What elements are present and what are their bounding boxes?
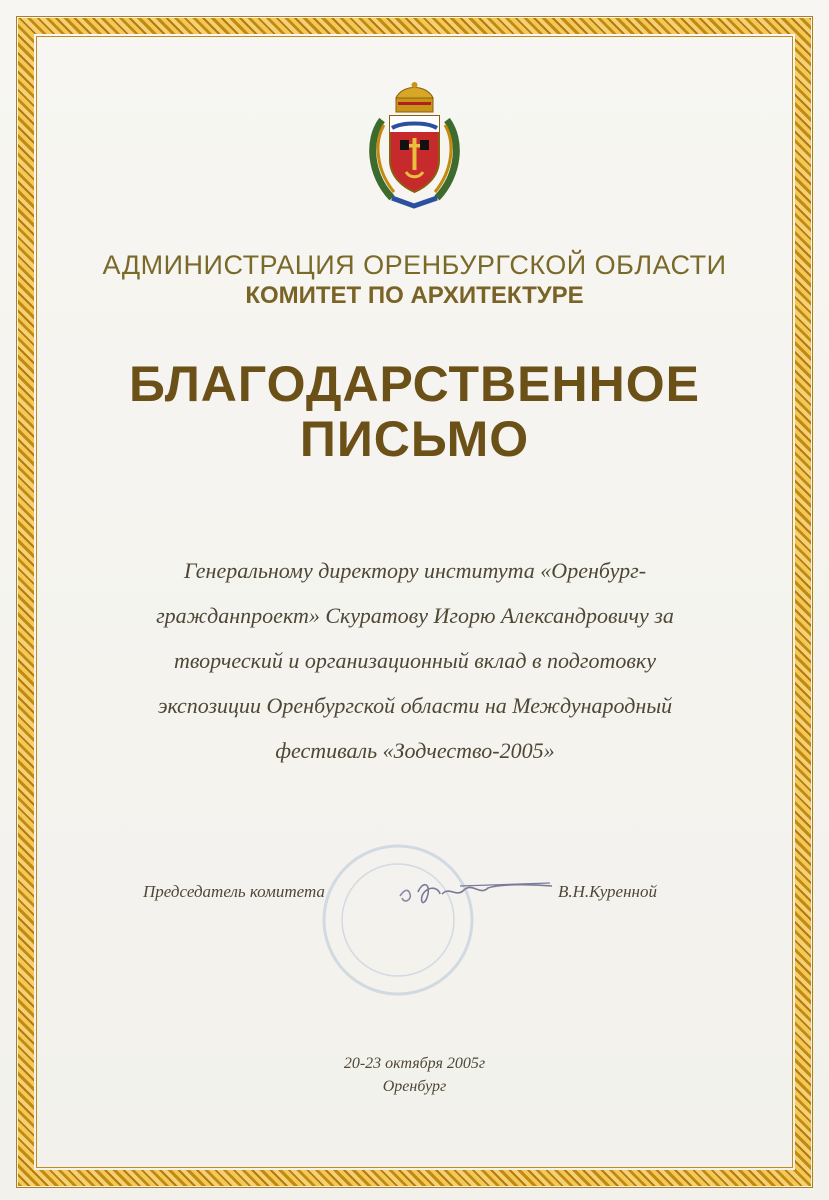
handwritten-signature	[390, 868, 560, 918]
coat-of-arms-icon	[362, 80, 467, 210]
body-line: гражданпроект» Скуратову Игорю Александровичу за	[156, 603, 674, 628]
certificate-body	[110, 548, 720, 773]
administration-heading: АДМИНИСТРАЦИЯ ОРЕНБУРГСКОЙ ОБЛАСТИ	[102, 250, 727, 280]
certificate-title-line1: БЛАГОДАРСТВЕННОЕ	[129, 356, 700, 412]
signatory-position: Председатель комитета	[143, 882, 325, 901]
body-line: Генеральному директору института «Оренбург-	[183, 558, 647, 583]
body-line: фестиваль «Зодчество-2005»	[275, 738, 555, 763]
event-date: 20-23 октября 2005г	[343, 1055, 486, 1072]
body-line: творческий и организационный вклад в подготовку	[174, 648, 656, 673]
body-line: экспозиции Оренбургской области на Международный	[157, 693, 673, 718]
signatory-name: В.Н.Куренной	[558, 882, 657, 901]
committee-heading: КОМИТЕТ ПО АРХИТЕКТУРЕ	[245, 282, 584, 309]
round-stamp-icon	[318, 840, 478, 1000]
event-city: Оренбург	[382, 1078, 447, 1095]
certificate-title-line2: ПИСЬМО	[299, 411, 530, 467]
